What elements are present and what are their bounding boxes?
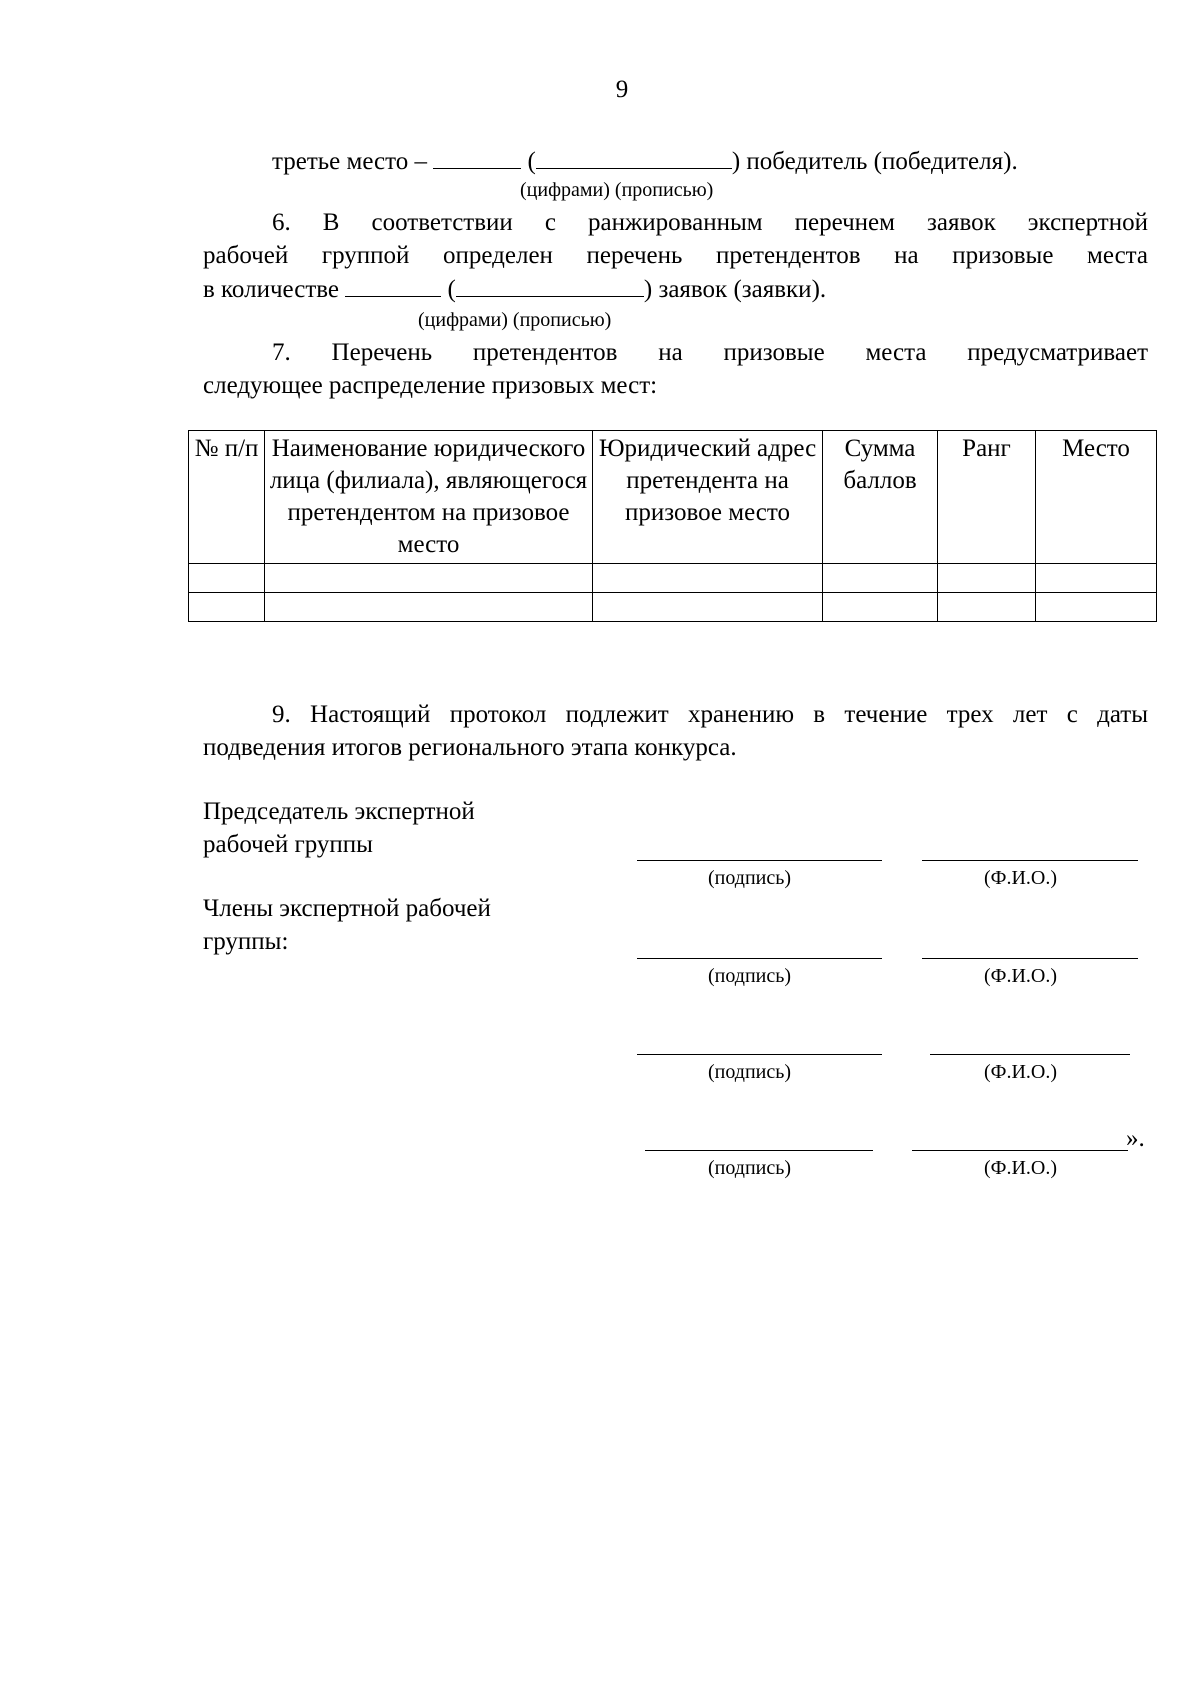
page-number: 9 [615,76,629,103]
item7-line1: 7. Перечень претендентов на призовые места предусматривает [272,339,1148,366]
table-cell [265,593,593,622]
table-cell [1036,564,1157,593]
item9-line1: 9. Настоящий протокол подлежит хранению в течение трех лет с даты [272,701,1148,728]
header-place: Место [1036,431,1157,564]
header-name: Наименование юридического лица (филиала), являющегося претендентом на призовое место [265,431,593,564]
item6-line2: рабочей группой определен перечень претендентов на призовые места [203,242,1148,269]
member-name-line [912,1150,1128,1151]
signature-hint: (подпись) [708,965,792,987]
header-address: Юридический адрес претендента на призовое место [593,431,823,564]
hint-words: (прописью) [614,179,714,201]
item6-digits-blank [345,272,441,297]
chairman-name-line [922,860,1138,861]
signature-hint: (подпись) [708,867,792,889]
closing-quote: ». [1126,1125,1145,1152]
item9-line2: подведения итогов регионального этапа конкурса. [203,734,737,761]
item6-line3-suffix: заявок (заявки). [658,276,827,303]
member-signature-line [637,958,882,959]
name-hint: (Ф.И.О.) [984,965,1058,987]
name-hint: (Ф.И.О.) [984,1061,1058,1083]
table-row [189,593,1157,622]
third-place-prefix: третье место – [272,148,427,175]
table-cell [823,593,938,622]
item6-hints [418,308,611,332]
third-place-line: третье место – ( ) победитель (победителя). [272,144,1018,179]
third-place-suffix: победитель (победителя). [746,148,1018,175]
table-cell [265,564,593,593]
table-cell [189,564,265,593]
chairman-label-line2: рабочей группы [203,831,373,858]
table-cell [593,564,823,593]
item6-words-blank [456,272,644,297]
chairman-label-line1: Председатель экспертной [203,798,475,825]
table-cell [823,564,938,593]
item7-line2: следующее распределение призовых мест: [203,372,658,399]
member-signature-line [637,1054,882,1055]
table-cell [189,593,265,622]
table-row [189,564,1157,593]
signature-hint: (подпись) [708,1157,792,1179]
header-score: Сумма баллов [823,431,938,564]
prize-table [188,430,1157,622]
third-place-words-blank [536,144,732,169]
hint-words: (прописью) [512,309,612,331]
name-hint: (Ф.И.О.) [984,1157,1058,1179]
item6-line3-prefix: в количестве [203,276,340,303]
item6-line3: в количестве ( ) заявок (заявки). [203,272,826,307]
hint-digits: (цифрами) [520,179,610,201]
table-cell [938,564,1036,593]
header-rank: Ранг [938,431,1036,564]
members-label-line2: группы: [203,928,289,955]
table-cell [593,593,823,622]
third-place-hints [520,178,713,202]
member-signature-line [645,1150,873,1151]
table-cell [938,593,1036,622]
member-name-line [922,958,1138,959]
header-number: № п/п [189,431,265,564]
item6-line1: 6. В соответствии с ранжированным перечнем заявок экспертной [272,209,1148,236]
third-place-digits-blank [433,144,521,169]
signature-hint: (подпись) [708,1061,792,1083]
table-header-row [189,431,1157,564]
table-cell [1036,593,1157,622]
name-hint: (Ф.И.О.) [984,867,1058,889]
chairman-signature-line [637,860,882,861]
hint-digits: (цифрами) [418,309,508,331]
member-name-line [930,1054,1130,1055]
members-label-line1: Члены экспертной рабочей [203,895,491,922]
